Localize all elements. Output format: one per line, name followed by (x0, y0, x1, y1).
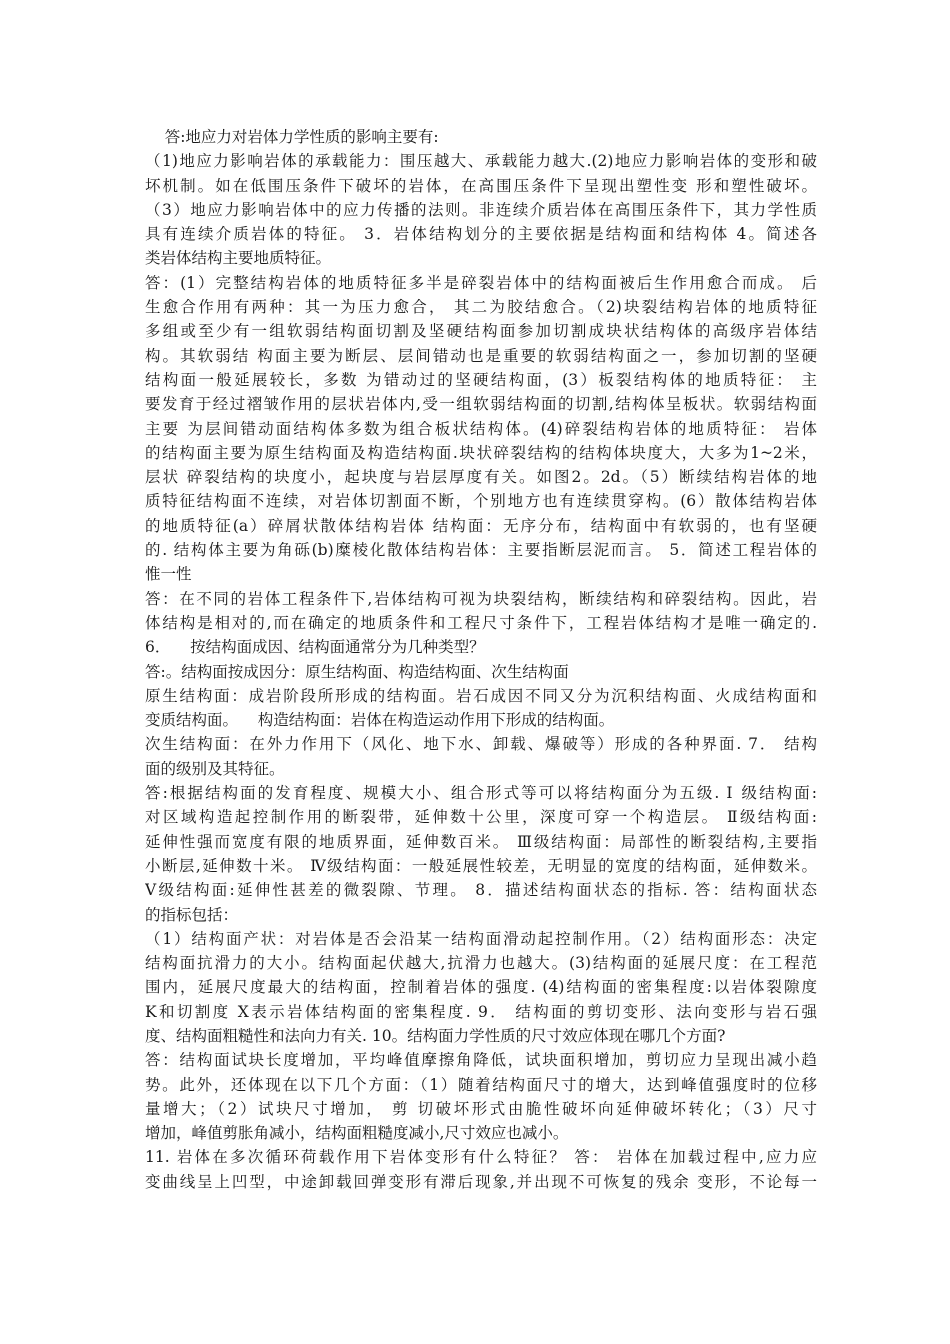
text-line: Ⅴ级结构面:延伸性甚差的微裂隙、节理。 8．描述结构面状态的指标. 答：结构面状态 (145, 881, 817, 900)
text-line: 的. 结构体主要为角砾(b)糜棱化散体结构岩体：主要指断层泥而言。 5．简述工程岩体的 (145, 541, 817, 560)
text-line: 要发育于经过褶皱作用的层状岩体内,受一组软弱结构面的切割,结构体呈板状。软弱结构面 (145, 395, 817, 414)
text-line: 质特征结构面不连续，对岩体切割面不断，个别地方也有连续贯穿构。(6）散体结构岩体 (145, 492, 817, 511)
text-line: 对区域构造起控制作用的断裂带，延伸数十公里，深度可穿一个构造层。 Ⅱ级结构面: (145, 808, 817, 827)
text-line: 结构面一般延展较长，多数 为错动过的坚硬结构面，(3）板裂结构体的地质特征： 主 (145, 370, 817, 389)
text-line: 构。其软弱结 构面主要为断层、层间错动也是重要的软弱结构面之一，参加切割的坚硬 (145, 346, 817, 365)
text-line: 答：结构面试块长度增加，平均峰值摩擦角降低，试块面积增加，剪切应力呈现出减小趋 (145, 1051, 817, 1070)
text-line: 6． 按结构面成因、结构面通常分为几种类型？ (145, 638, 485, 657)
text-line: 变质结构面。 构造结构面：岩体在构造运动作用下形成的结构面。 (145, 711, 615, 730)
text-line: 小断层,延伸数十米。 Ⅳ级结构面：一般延展性较差，无明显的宽度的结构面，延伸数米。 (145, 856, 817, 875)
text-line: （1）结构面产状：对岩体是否会沿某一结构面滑动起控制作用。（2）结构面形态：决定 (145, 929, 817, 948)
text-line: 层状 碎裂结构的块度小，起块度与岩层厚度有关。如图2。2d。（5）断续结构岩体的地 (145, 468, 817, 487)
text-line: 主要 为层间错动面结构体多数为组合板状结构体。(4)碎裂结构岩体的地质特征： 岩体 (145, 419, 817, 438)
text-line: 结构面抗滑力的大小。结构面起伏越大,抗滑力也越大。(3)结构面的延展尺度：在工程范 (145, 954, 817, 973)
text-line: 围内，延展尺度最大的结构面，控制着岩体的强度. (4)结构面的密集程度:以岩体裂隙度 (145, 978, 817, 997)
text-line: 答:根据结构面的发育程度、规模大小、组合形式等可以将结构面分为五级. Ⅰ 级结构面: (145, 784, 817, 803)
text-line: 的结构面主要为原生结构面及构造结构面.块状碎裂结构的结构体块度大，大多为1~2米， (145, 443, 817, 462)
text-line: 量增大；（2）试块尺寸增加， 剪 切破坏形式由脆性破坏向延伸破坏转化；（3）尺寸 (145, 1099, 817, 1118)
text-line: 生愈合作用有两种：其一为压力愈合， 其二为胶结愈合。（2)块裂结构岩体的地质特征 (145, 298, 817, 317)
text-line: 度、结构面粗糙性和法向力有关. 10。结构面力学性质的尺寸效应体现在哪几个方面? (145, 1026, 726, 1045)
text-line: 答：(1）完整结构岩体的地质特征多半是碎裂岩体中的结构面被后生作用愈合而成。 后 (145, 273, 817, 292)
text-line: 变曲线呈上凹型，中途卸载回弹变形有滞后现象,并出现不可恢复的残余 变形，不论每一 (145, 1172, 817, 1191)
text-line: 答:。结构面按成因分：原生结构面、构造结构面、次生结构面 (145, 662, 569, 681)
text-line: 答:地应力对岩体力学性质的影响主要有: (145, 128, 439, 146)
text-line: 的地质特征(a）碎屑状散体结构岩体 结构面：无序分布，结构面中有软弱的，也有坚硬 (145, 516, 817, 535)
text-line: 类岩体结构主要地质特征。 (145, 249, 332, 268)
text-line: 的指标包括： (145, 905, 239, 924)
text-line: 具有连续介质岩体的特征。 3．岩体结构划分的主要依据是结构面和结构体 4。简述各 (145, 225, 817, 244)
text-line: 答：在不同的岩体工程条件下,岩体结构可视为块裂结构，断续结构和碎裂结构。因此，岩 (145, 589, 817, 608)
text-line: 势。此外，还体现在以下几个方面：（1）随着结构面尺寸的增大，达到峰值强度时的位移 (145, 1075, 817, 1094)
text-line: 多组或至少有一组软弱结构面切割及坚硬结构面参加切割成块状结构体的高级序岩体结 (145, 322, 817, 341)
document-body (145, 125, 817, 1194)
text-line: （1)地应力影响岩体的承载能力：围压越大、承载能力越大.(2)地应力影响岩体的变形和破 (145, 152, 817, 171)
text-line: 延伸性强而宽度有限的地质界面，延伸数百米。 Ⅲ级结构面：局部性的断裂结构,主要指 (145, 832, 817, 851)
text-line: 次生结构面：在外力作用下（风化、地下水、卸载、爆破等）形成的各种界面. 7． 结构 (145, 735, 817, 754)
text-line: 面的级别及其特征。 (145, 759, 285, 778)
text-line: 增加，峰值剪胀角减小，结构面粗糙度减小,尺寸效应也减小。 (145, 1124, 569, 1143)
text-line: 惟一性 (145, 565, 192, 584)
text-line: （3）地应力影响岩体中的应力传播的法则。非连续介质岩体在高围压条件下，其力学性质 (145, 200, 817, 219)
text-line: 体结构是相对的,而在确定的地质条件和工程尺寸条件下，工程岩体结构才是唯一确定的. (145, 613, 817, 632)
text-line: K和切割度 X表示岩体结构面的密集程度. 9． 结构面的剪切变形、法向变形与岩石强 (145, 1002, 817, 1021)
text-line: 11. 岩体在多次循环荷载作用下岩体变形有什么特征？ 答： 岩体在加载过程中,应力应 (145, 1148, 817, 1167)
text-line: 原生结构面：成岩阶段所形成的结构面。岩石成因不同又分为沉积结构面、火成结构面和 (145, 686, 817, 705)
text-line: 坏机制。如在低围压条件下破坏的岩体，在高围压条件下呈现出塑性变 形和塑性破坏。 (145, 176, 817, 195)
